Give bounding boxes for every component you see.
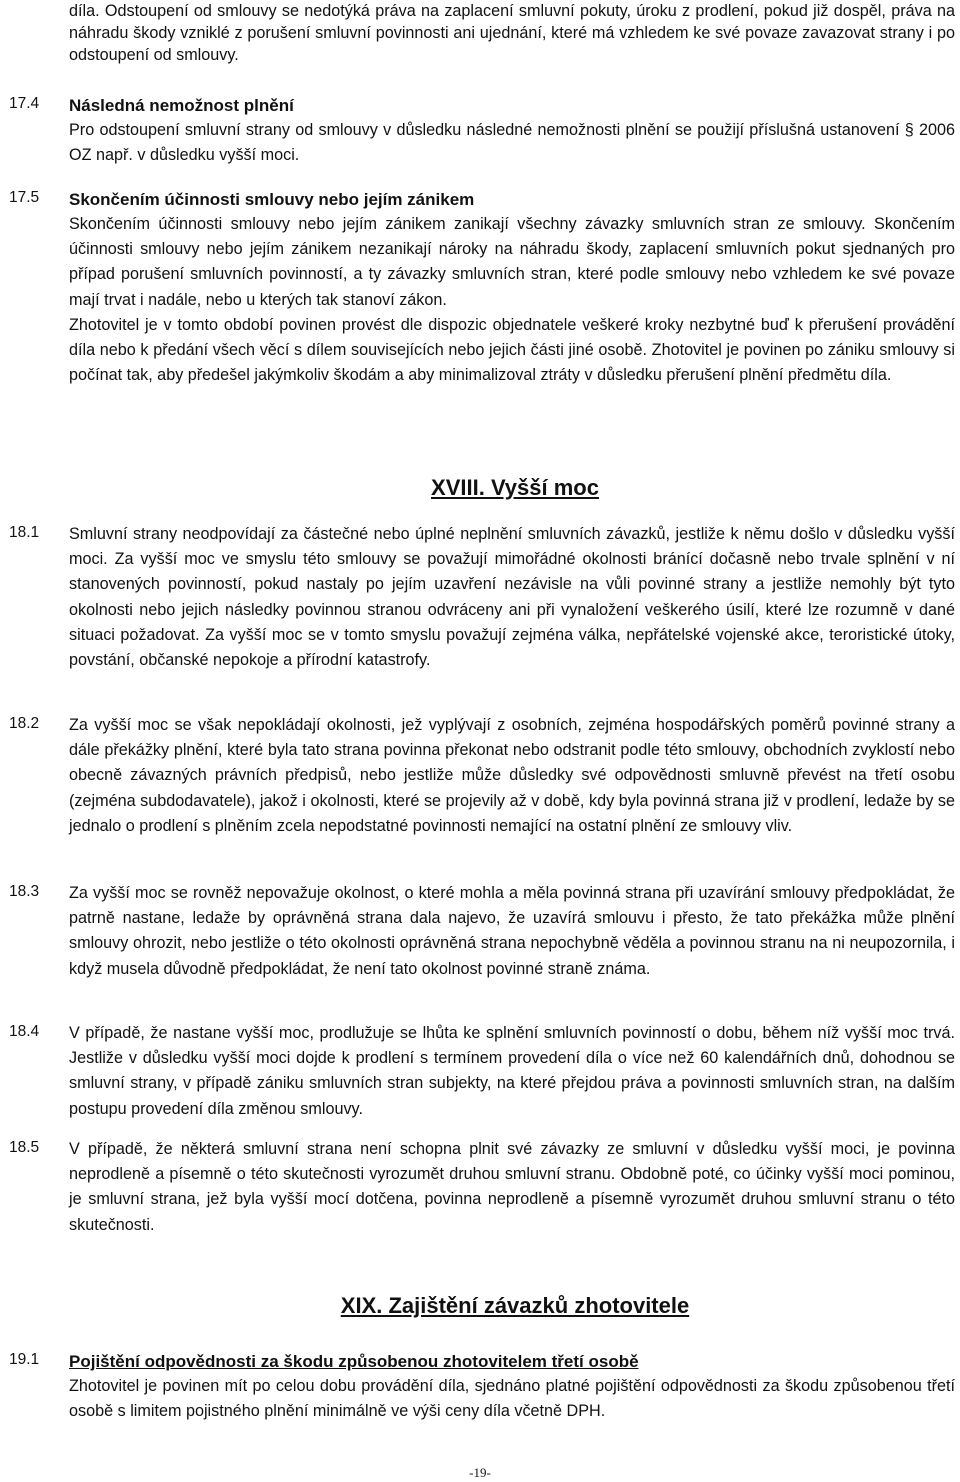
- section-paragraph: Skončením účinnosti smlouvy nebo jejím zánikem zanikají všechny závazky smluvních stran ze smlouvy. Skončením účinnosti smlouvy nebo jejím zánikem nezanikají nároky na náhradu škody, zaplacení smluvních pokut sjednaných pro případ porušení smluvních povinností, a ty závazky smluvních stran, které podle smlouvy nebo vzhledem ke své povaze mají trvat i nadále, nebo u kterých tak stanoví zákon.: [69, 215, 955, 309]
- section-17-4: [0, 93, 960, 168]
- section-paragraph: Za vyšší moc se však nepokládají okolnosti, jež vyplývají z osobních, zejména hospodářských poměrů povinné strany a dále překážky plnění, které byla tato strana povinna překonat nebo odstranit podle této smlouvy, obchodních zvyklostí nebo obecně závazných právních předpisů, nebo jestliže může důsledky své odpovědnosti smluvně převést na třetí osobu (zejména subdodavatele), jakož i okolnosti, které se projevily až v době, kdy byla povinná strana již v prodlení, ledaže by se jednalo o prodlení s plněním zcela nepodstatné povinnosti nemající na ostatní plnění ze smlouvy vliv.: [69, 716, 955, 835]
- section-paragraph: Pro odstoupení smluvní strany od smlouvy v důsledku následné nemožnosti plnění se použijí příslušná ustanovení § 2006 OZ např. v důsledku vyšší moci.: [69, 121, 955, 165]
- section-paragraph: V případě, že nastane vyšší moc, prodlužuje se lhůta ke splnění smluvních povinností o dobu, během níž vyšší moc trvá. Jestliže v důsledku vyšší moci dojde k prodlení s termínem provedení díla o více než 60 kalendářních dnů, dohodnou se smluvní strany, v případě zániku smluvních stran subjekty, na které přejdou práva a povinnosti smluvních stran, na dalším postupu provedení díla změnou smlouvy.: [69, 1024, 955, 1118]
- section-18-5: [0, 1137, 960, 1238]
- section-number: 18.4: [9, 1023, 40, 1040]
- section-paragraph: Zhotovitel je povinen mít po celou dobu provádění díla, sjednáno platné pojištění odpovědnosti za škodu způsobenou třetí osobě s limitem pojistného plnění minimálně ve výši ceny díla včetně DPH.: [69, 1377, 955, 1421]
- section-18-2: [0, 713, 960, 839]
- section-paragraph: Zhotovitel je v tomto období povinen provést dle dispozic objednatele veškeré kroky nezbytné buď k přerušení provádění díla nebo k předání všech věcí s dílem souvisejících nebo jejich části jiné osobě. Zhotovitel je povinen po zániku smlouvy si počínat tak, aby předešel jakýmkoliv škodám a aby minimalizoval ztráty v důsledku přerušení plnění předmětu díla.: [69, 315, 955, 385]
- section-paragraph: V případě, že některá smluvní strana není schopna plnit své závazky ze smluvní v důsledku vyšší moci, je povinna neprodleně a písemně o této skutečnosti vyrozumět druhou smluvní stranu. Obdobně poté, co účinky vyšší moci pominou, je smluvní strana, jež byla vyšší mocí dotčena, povinna neprodleně a písemně vyrozumět druhou smluvní stranu o této skutečnosti.: [69, 1140, 955, 1234]
- section-17-5: [0, 187, 960, 388]
- page-number: -19-: [469, 1465, 491, 1480]
- chapter-title-xix: XIX. Zajištění závazků zhotovitele: [340, 1293, 690, 1318]
- chapter-title-xviii: XVIII. Vyšší moc: [431, 475, 599, 500]
- section-number: 19.1: [9, 1351, 40, 1368]
- section-paragraph: Za vyšší moc se rovněž nepovažuje okolnost, o které mohla a měla povinná strana při uzavírání smlouvy předpokládat, že patrně nastane, ledaže by oprávněná strana dala najevo, že uzavírá smlouvu i přesto, že tato překážka může plnění smlouvy ohrozit, nebo jestliže o této okolnosti oprávněná strana nepochybně věděla a povinnou stranu na ni neupozornila, i když musela důvodně předpokládat, že není tato okolnost povinné straně známa.: [69, 884, 955, 978]
- section-heading: Pojištění odpovědnosti za škodu způsobenou zhotovitelem třetí osobě: [69, 1352, 639, 1371]
- section-18-1: [0, 522, 960, 673]
- section-heading: Následná nemožnost plnění: [69, 96, 294, 115]
- section-19-1: [0, 1349, 960, 1424]
- section-number: 18.2: [9, 715, 40, 732]
- section-number: 17.4: [9, 95, 40, 112]
- intro-paragraph: díla. Odstoupení od smlouvy se nedotýká práva na zaplacení smluvní pokuty, úroku z prodlení, pokud již dospěl, práva na náhradu škody vzniklé z porušení smluvní povinnosti ani ujednání, které má vzhledem ke své povaze zavazovat strany i po odstoupení od smlouvy.: [69, 2, 955, 64]
- section-18-3: [0, 881, 960, 982]
- section-number: 17.5: [9, 189, 40, 206]
- section-number: 18.5: [9, 1139, 40, 1156]
- section-paragraph: Smluvní strany neodpovídají za částečné nebo úplné neplnění smluvních závazků, jestliže k němu došlo v důsledku vyšší moci. Za vyšší moc ve smyslu této smlouvy se považují mimořádné okolnosti bránící dočasně nebo trvale splnění v ní stanovených povinností, pokud nastaly po jejím uzavření nezávisle na vůli povinné strany a jestliže nemohly být tyto okolnosti nebo jejich následky povinnou stranou odvráceny ani při vynaložení veškerého úsilí, které lze rozumně v dané situaci požadovat. Za vyšší moc se v tomto smyslu považují zejména válka, nepřátelské vojenské akce, teroristické útoky, povstání, občanské nepokoje a přírodní katastrofy.: [69, 525, 955, 670]
- section-number: 18.1: [9, 524, 40, 541]
- section-heading: Skončením účinnosti smlouvy nebo jejím zánikem: [69, 190, 475, 209]
- section-18-4: [0, 1021, 960, 1122]
- section-number: 18.3: [9, 883, 40, 900]
